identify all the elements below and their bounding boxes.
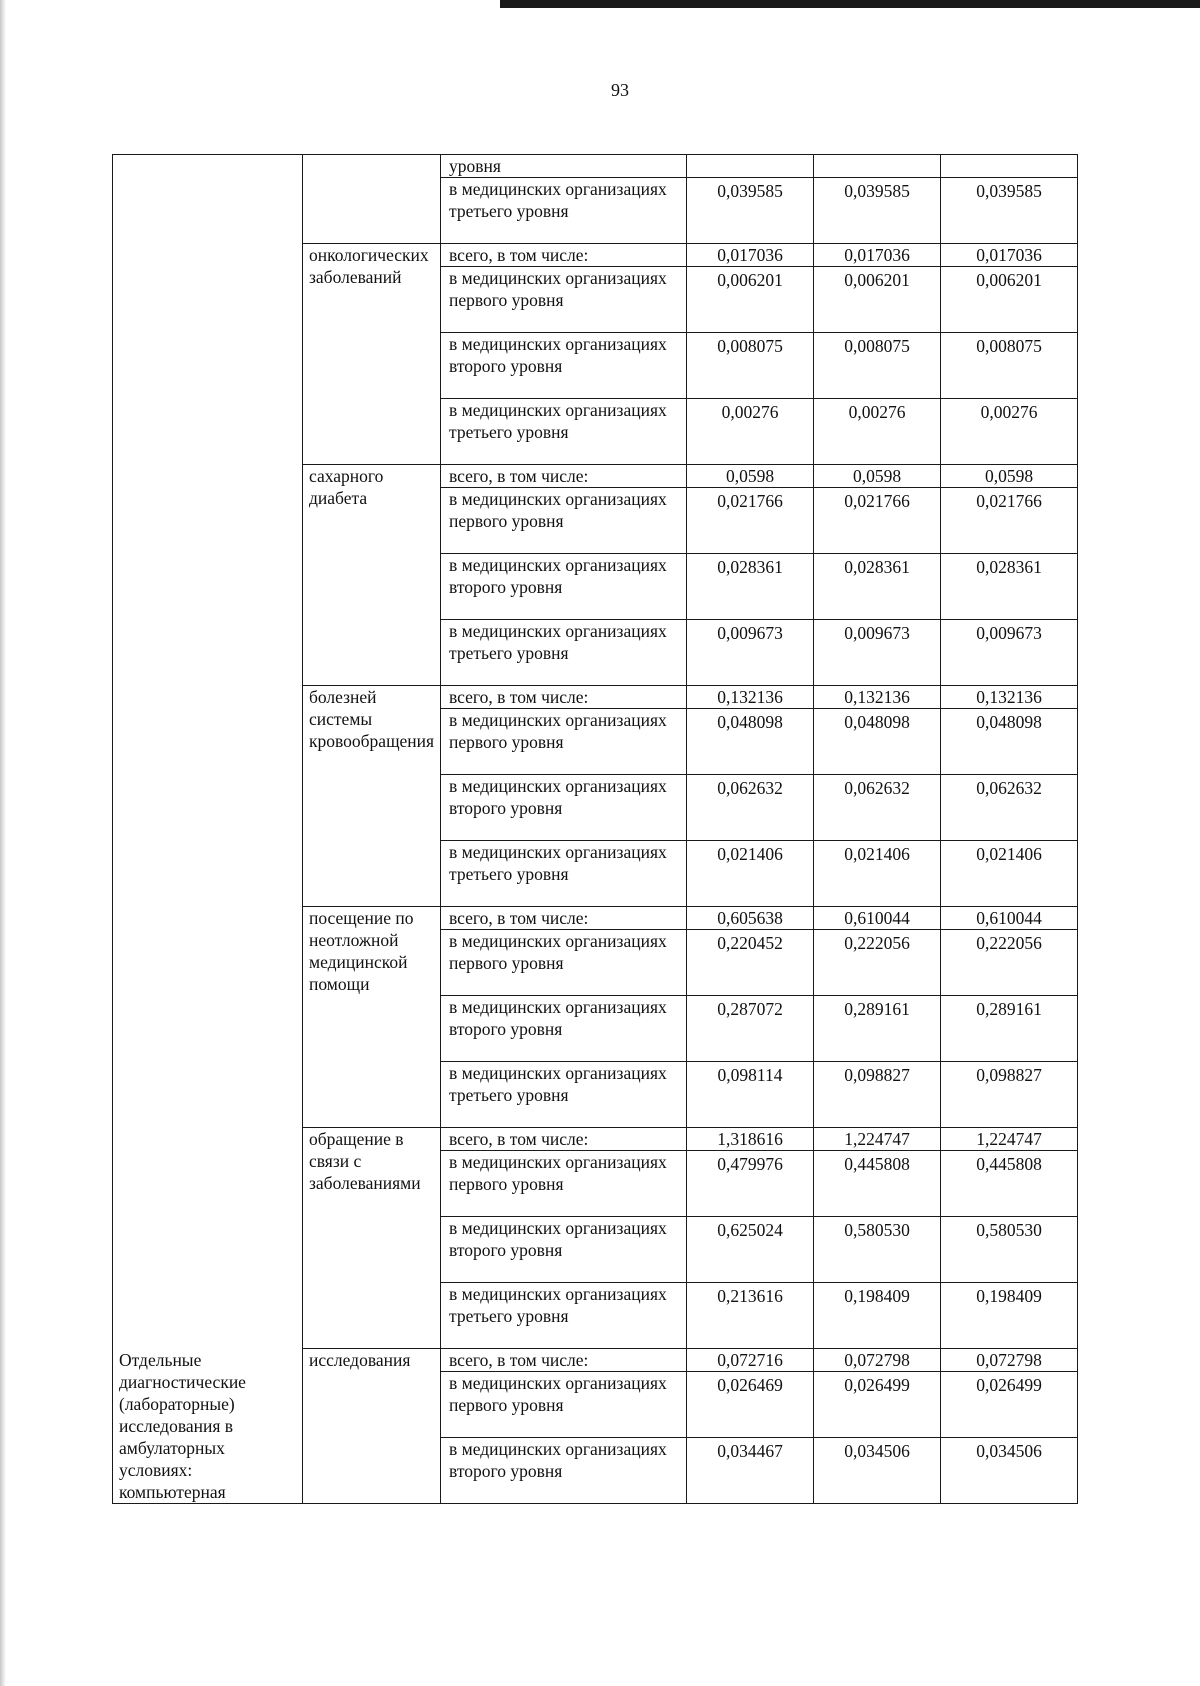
value-cell: 0,605638	[687, 907, 814, 930]
value-cell: 0,048098	[814, 709, 941, 775]
row-label: в медицинских организациях третьего уровня	[441, 1062, 687, 1128]
value-cell: 1,224747	[941, 1128, 1078, 1151]
value-cell: 0,008075	[687, 333, 814, 399]
value-cell: 0,009673	[814, 620, 941, 686]
value-cell: 0,006201	[941, 267, 1078, 333]
value-cell: 0,048098	[941, 709, 1078, 775]
value-cell: 0,026469	[687, 1372, 814, 1438]
value-cell: 0,132136	[687, 686, 814, 709]
value-cell: 0,072798	[814, 1349, 941, 1372]
row-label: в медицинских организациях второго уровня	[441, 554, 687, 620]
row-label: всего, в том числе:	[441, 1128, 687, 1151]
value-cell: 0,00276	[687, 399, 814, 465]
value-cell: 0,072798	[941, 1349, 1078, 1372]
value-cell: 0,00276	[941, 399, 1078, 465]
unit-cell: исследования	[303, 1349, 441, 1504]
value-cell: 0,062632	[814, 775, 941, 841]
row-label: в медицинских организациях второго уровня	[441, 775, 687, 841]
row-label: в медицинских организациях третьего уровня	[441, 1283, 687, 1349]
group-name-cell: болезней системы кровообращения	[303, 686, 441, 907]
row-label: в медицинских организациях первого уровня	[441, 1151, 687, 1217]
value-cell: 0,017036	[941, 244, 1078, 267]
value-cell: 0,625024	[687, 1217, 814, 1283]
value-cell: 0,039585	[687, 178, 814, 244]
value-cell: 0,034506	[941, 1438, 1078, 1504]
row-label: в медицинских организациях третьего уровня	[441, 620, 687, 686]
value-cell: 0,021406	[814, 841, 941, 907]
page-number: 93	[611, 80, 629, 100]
group-name-cell: посещение по неотложной медицинской помощи	[303, 907, 441, 1128]
value-cell: 0,062632	[941, 775, 1078, 841]
value-cell: 0,021766	[687, 488, 814, 554]
row-label: в медицинских организациях второго уровня	[441, 1217, 687, 1283]
row-label: всего, в том числе:	[441, 1349, 687, 1372]
row-label: всего, в том числе:	[441, 244, 687, 267]
value-cell: 0,028361	[814, 554, 941, 620]
row-label: всего, в том числе:	[441, 907, 687, 930]
value-cell: 0,0598	[687, 465, 814, 488]
value-cell: 1,224747	[814, 1128, 941, 1151]
row-label: в медицинских организациях первого уровня	[441, 488, 687, 554]
value-cell: 0,039585	[941, 178, 1078, 244]
row-label: в медицинских организациях второго уровня	[441, 996, 687, 1062]
value-cell: 0,006201	[687, 267, 814, 333]
value-cell	[941, 155, 1078, 178]
value-cell: 0,098114	[687, 1062, 814, 1128]
value-cell: 0,0598	[941, 465, 1078, 488]
value-cell: 0,00276	[814, 399, 941, 465]
value-cell: 0,062632	[687, 775, 814, 841]
group-name-cell-empty	[303, 155, 441, 244]
row-label: в медицинских организациях второго уровня	[441, 1438, 687, 1504]
value-cell: 0,048098	[687, 709, 814, 775]
value-cell: 0,021766	[941, 488, 1078, 554]
table-body	[113, 155, 1078, 1504]
value-cell: 0,198409	[941, 1283, 1078, 1349]
row-label: всего, в том числе:	[441, 465, 687, 488]
section-title-cell-empty	[113, 155, 303, 1349]
value-cell: 0,445808	[941, 1151, 1078, 1217]
group-name-cell: сахарного диабета	[303, 465, 441, 686]
row-label: в медицинских организациях третьего уровня	[441, 399, 687, 465]
row-label: в медицинских организациях первого уровня	[441, 930, 687, 996]
value-cell: 0,008075	[814, 333, 941, 399]
value-cell: 0,098827	[941, 1062, 1078, 1128]
value-cell: 0,580530	[814, 1217, 941, 1283]
value-cell: 1,318616	[687, 1128, 814, 1151]
value-cell: 0,034467	[687, 1438, 814, 1504]
value-cell: 0,006201	[814, 267, 941, 333]
value-cell: 0,287072	[687, 996, 814, 1062]
row-label: в медицинских организациях первого уровня	[441, 267, 687, 333]
value-cell: 0,580530	[941, 1217, 1078, 1283]
row-label: в медицинских организациях первого уровня	[441, 709, 687, 775]
value-cell: 0,0598	[814, 465, 941, 488]
group-name-cell: онкологических заболеваний	[303, 244, 441, 465]
value-cell: 0,098827	[814, 1062, 941, 1128]
value-cell: 0,222056	[814, 930, 941, 996]
row-label: в медицинских организациях первого уровня	[441, 1372, 687, 1438]
row-label: всего, в том числе:	[441, 686, 687, 709]
group-name-cell: обращение в связи с заболеваниями	[303, 1128, 441, 1349]
value-cell: 0,072716	[687, 1349, 814, 1372]
value-cell: 0,289161	[941, 996, 1078, 1062]
value-cell: 0,132136	[941, 686, 1078, 709]
row-label: в медицинских организациях второго уровня	[441, 333, 687, 399]
scan-top-border	[500, 0, 1200, 8]
value-cell: 0,034506	[814, 1438, 941, 1504]
value-cell: 0,028361	[687, 554, 814, 620]
value-cell: 0,479976	[687, 1151, 814, 1217]
scan-left-edge	[0, 0, 6, 1686]
value-cell: 0,132136	[814, 686, 941, 709]
value-cell: 0,213616	[687, 1283, 814, 1349]
value-cell: 0,017036	[687, 244, 814, 267]
table-row	[113, 155, 1078, 178]
value-cell: 0,009673	[941, 620, 1078, 686]
section-title-cell: Отдельные диагностические (лабораторные) исследования в амбулаторных условиях: компьютерная	[113, 1349, 303, 1504]
value-cell: 0,198409	[814, 1283, 941, 1349]
value-cell: 0,289161	[814, 996, 941, 1062]
value-cell: 0,610044	[814, 907, 941, 930]
row-label: уровня	[441, 155, 687, 178]
value-cell: 0,039585	[814, 178, 941, 244]
value-cell	[814, 155, 941, 178]
value-cell: 0,008075	[941, 333, 1078, 399]
value-cell: 0,220452	[687, 930, 814, 996]
value-cell: 0,021406	[941, 841, 1078, 907]
value-cell: 0,021406	[687, 841, 814, 907]
value-cell: 0,445808	[814, 1151, 941, 1217]
value-cell: 0,028361	[941, 554, 1078, 620]
value-cell: 0,021766	[814, 488, 941, 554]
value-cell: 0,026499	[941, 1372, 1078, 1438]
value-cell: 0,222056	[941, 930, 1078, 996]
data-table	[112, 154, 1078, 1504]
row-label: в медицинских организациях третьего уровня	[441, 178, 687, 244]
table-row-total	[113, 1349, 1078, 1372]
row-label: в медицинских организациях третьего уровня	[441, 841, 687, 907]
value-cell: 0,610044	[941, 907, 1078, 930]
value-cell	[687, 155, 814, 178]
value-cell: 0,009673	[687, 620, 814, 686]
value-cell: 0,017036	[814, 244, 941, 267]
value-cell: 0,026499	[814, 1372, 941, 1438]
